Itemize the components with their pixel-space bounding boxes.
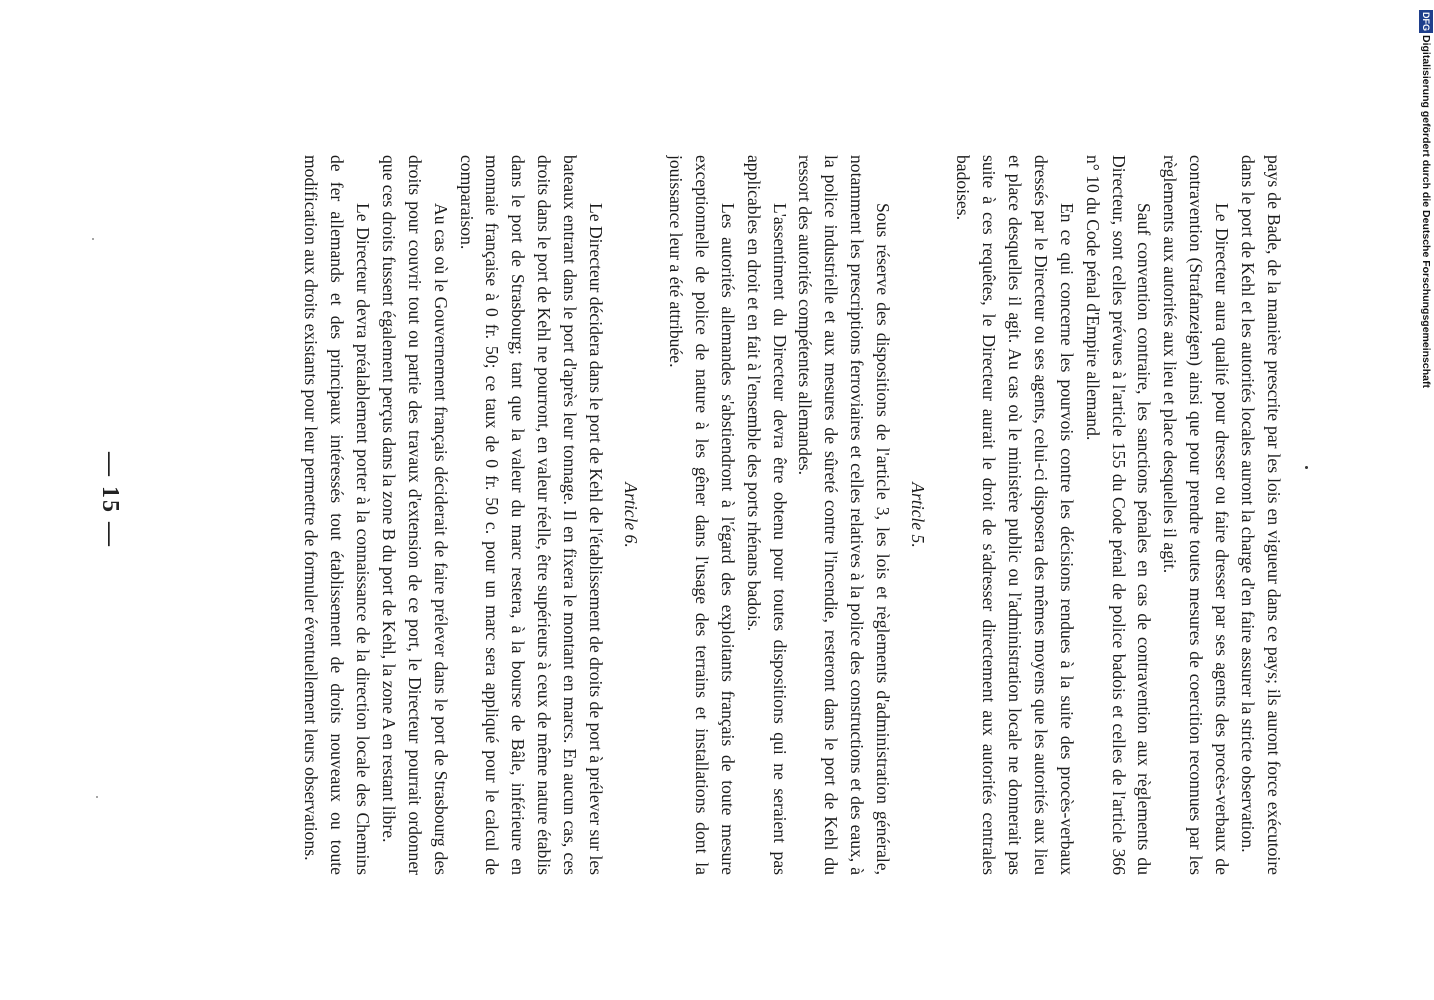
paragraph: L'assentiment du Directeur devra être obtenu pour toutes dispositions qui ne seraient pas applicables en droit et en fait à l'ensemble des ports rhénans badois. — [743, 155, 790, 875]
main-text-block — [176, 155, 1286, 875]
paragraph: En ce qui concerne les pourvois contre les décisions rendues à la suite des procès-verbaux dressés par le Directeur ou ses agents, celui-ci disposera des mêmes moyens que les autorités aux lieu et place desquelles il agit. Au cas où le ministère public ou l'administration locale ne donnerait pas suite à ces requêtes, le Directeur aurait le droit de s'adresser directement aux autorités centrales badoises. — [953, 155, 1077, 875]
funding-caption-text: Digitalisierung gefördert durch die Deutsche Forschungsgemeinschaft — [1420, 35, 1432, 388]
paragraph: pays de Bade, de la manière prescrite par les lois en vigueur dans ce pays; ils auront force exécutoire dans le port de Kehl et les autorités locales auront la charge d'en faire assurer la stricte observation. — [1238, 155, 1284, 875]
paragraph: Le Directeur décidera dans le port de Kehl de l'établissement de droits de port à prélever sur les bateaux entrant dans le port d'après leur tonnage. Il en fixera le montant en marcs. En aucun cas, ces droits dans le port de Kehl ne pourront, en valeur réelle, être supérieurs à ceux de même nature établis dans le port de Strasbourg; tant que la valeur du marc restera, à la bourse de Bâle, inférieure en monnaie française à 0 fr. 50; ce taux de 0 fr. 50 c. pour un marc sera appliqué pour le calcul de comparaison. — [456, 155, 607, 875]
paragraph: Au cas où le Gouvernement français déciderait de faire prélever dans le port de Strasbourg des droits pour couvrir tout ou partie des travaux d'extension de ce port, le Directeur pourrait ordonner que ces droits fussent également perçus dans la zone B du port de Kehl, la zone A en restant libre. — [378, 155, 451, 875]
paragraph: Le Directeur aura qualité pour dresser ou faire dresser par ses agents des procès-verbaux de contravention (Strafanzeigen) ainsi que pour prendre toutes mesures de coercition reconnues par les règlements aux autorités aux lieu et place desquelles il agit. — [1160, 155, 1233, 875]
dfg-logo: DFG — [1420, 12, 1431, 31]
paragraph: Sauf convention contraire, les sanctions pénales en cas de contravention aux règlements du Directeur, sont celles prévues à l'article 155 du Code pénal de police badois et celles de l'article 366 n° 10 du Code pénal d'Empire allemand. — [1082, 155, 1155, 875]
paragraph: Sous réserve des dispositions de l'article 3, les lois et règlements d'administration générale, notamment les prescriptions ferroviaires et celles relatives à la police des constructions et des eaux, à la police industrielle et aux mesures de sûreté contre l'incendie, resteront dans le port de Kehl du ressort des autorités compétentes allemandes. — [795, 155, 894, 875]
article-6-title: Article 6. — [621, 482, 642, 548]
paragraph: Les autorités allemandes s'abstiendront à l'égard des exploitants français de toute mesure exceptionnelle de police de nature à les gêner dans l'usage des terrains et installations dont la jouissance leur a été attribuée. — [665, 155, 738, 875]
paragraph: Le Directeur devra préalablement porter à la connaissance de la direction locale des Chemins de fer allemands et des principaux intéressés tout établissement de droits nouveaux ou toute modification aux droits existants pour leur permettre de formuler éventuellement leurs observations. — [301, 155, 373, 875]
page-number-header: — 15 — — [97, 452, 123, 548]
article-5-title: Article 5. — [908, 482, 929, 548]
funding-caption — [1418, 10, 1434, 390]
